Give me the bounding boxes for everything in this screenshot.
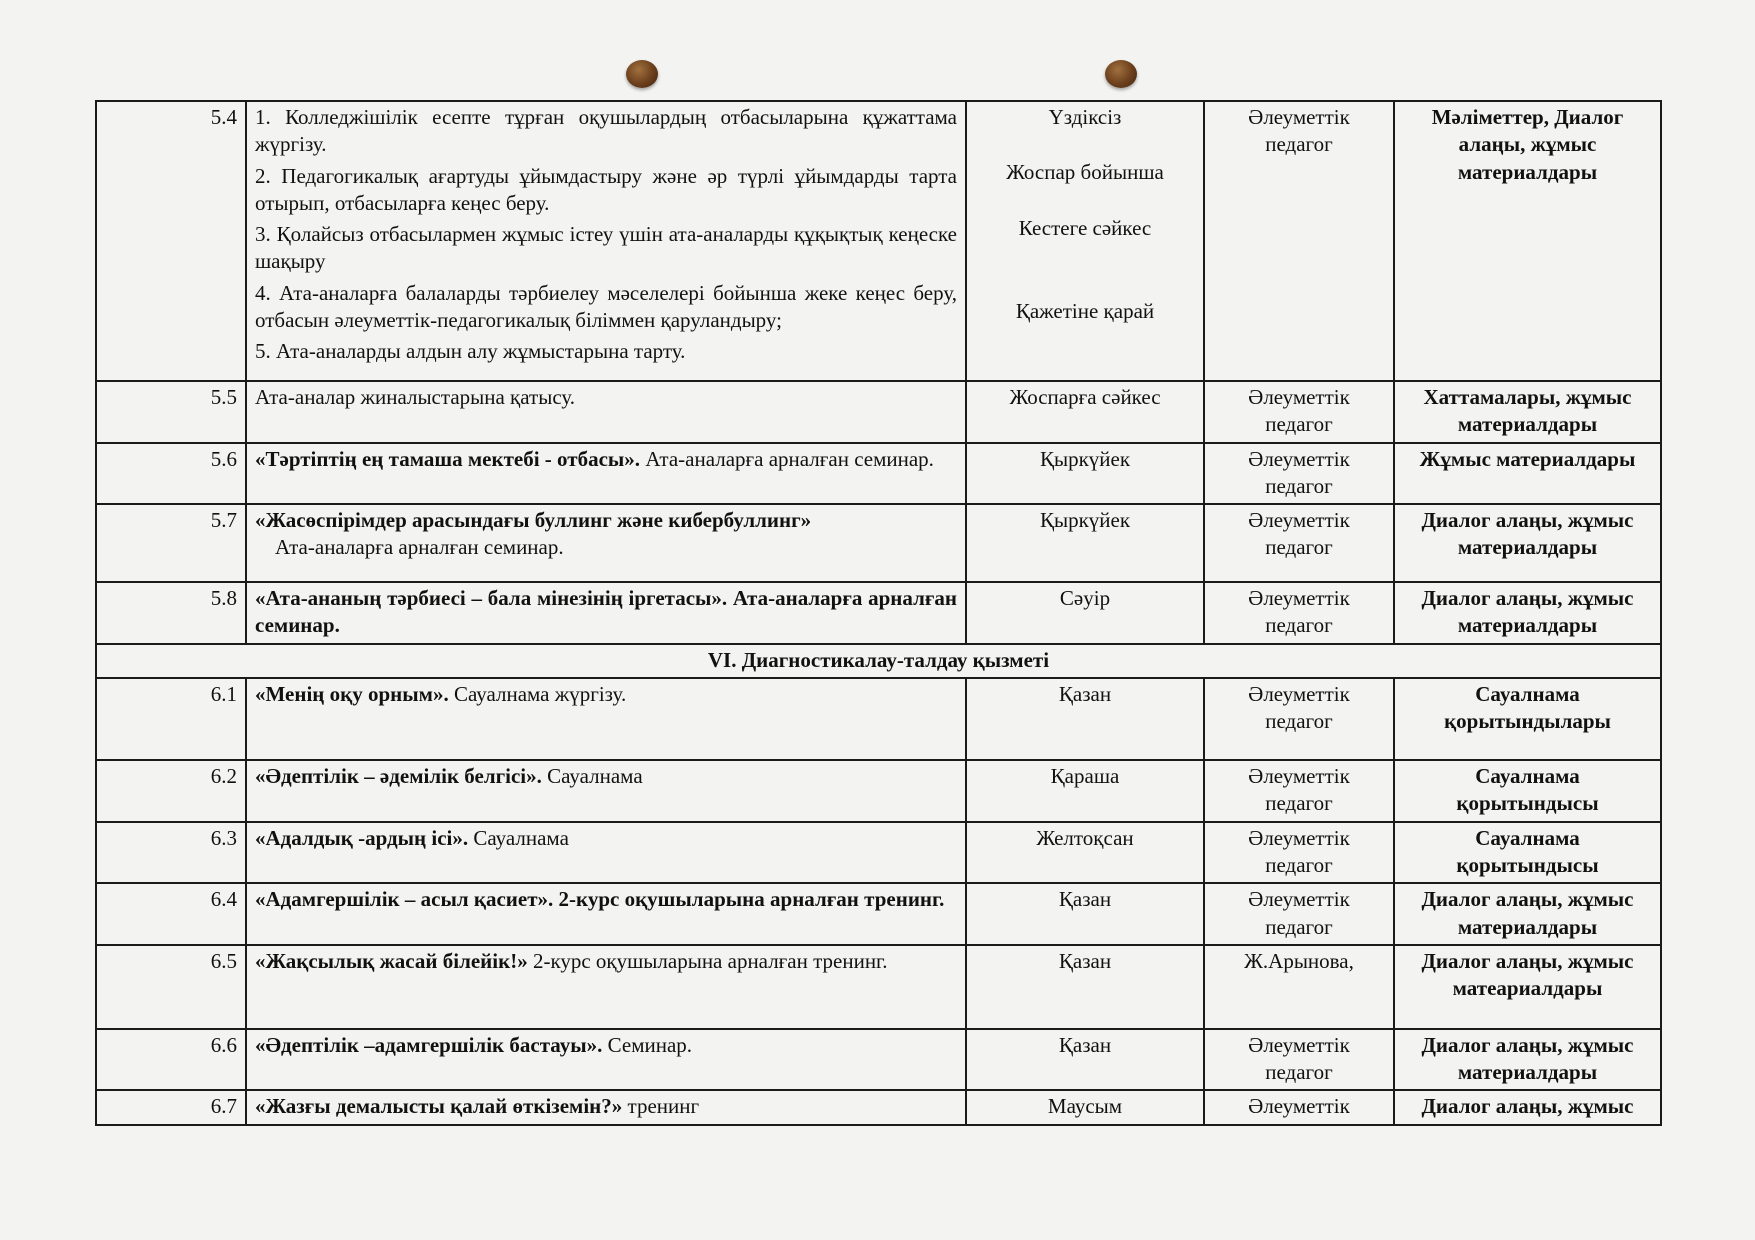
activity-text: Сауалнама <box>547 764 643 789</box>
result-cell: Сауалнама қорытындылары <box>1394 678 1661 760</box>
activity-cell <box>246 1029 966 1091</box>
table-row <box>96 760 1661 822</box>
activity-title: «Жақсылық жасай білейік!» <box>255 948 528 973</box>
activity-item: 2. Педагогикалық ағартуды ұйымдастыру және әр түрлі ұйымдарды тарта отырып, отбасыларға кеңес беру. <box>255 163 957 215</box>
activity-cell <box>246 504 966 582</box>
table-row <box>96 945 1661 1029</box>
activity-title: «Адамгершілік – асыл қасиет». 2-курс оқушыларына арналған тренинг. <box>255 887 945 912</box>
activity-text: Ата-аналарға арналған семинар. <box>275 535 564 560</box>
activity-title: «Ата-ананың тәрбиесі – бала мінезінің іргетасы». Ата-аналарға арналған семинар. <box>255 586 957 638</box>
activity-item: 5. Ата-аналарды алдын алу жұмыстарына тарту. <box>255 339 686 364</box>
result-cell: Сауалнама қорытындысы <box>1394 760 1661 822</box>
activity-cell <box>246 822 966 884</box>
work-plan-table <box>95 100 1662 1126</box>
responsible-cell: Әлеуметтік педагог <box>1204 101 1394 381</box>
activity-title: «Адалдық -ардың ісі». <box>255 825 469 850</box>
date-cell: Маусым <box>966 1090 1204 1124</box>
responsible-cell: Әлеуметтік <box>1204 1090 1394 1124</box>
date-cell: Қыркүйек <box>966 504 1204 582</box>
activity-cell <box>246 1090 966 1124</box>
activity-item: 1. Колледжішілік есепте тұрған оқушылардың отбасыларына құжаттама жүргізу. <box>255 105 957 157</box>
row-number: 6.1 <box>96 678 246 760</box>
table-row <box>96 504 1661 582</box>
table-row <box>96 443 1661 505</box>
date-cell: Қазан <box>966 678 1204 760</box>
responsible-cell: Әлеуметтік педагог <box>1204 883 1394 945</box>
activity-cell <box>246 381 966 443</box>
activity-title: «Жасөспірімдер арасындағы буллинг және кибербуллинг» <box>255 508 812 533</box>
section-row <box>96 644 1661 678</box>
responsible-cell: Әлеуметтік педагог <box>1204 822 1394 884</box>
row-number: 5.7 <box>96 504 246 582</box>
responsible-cell: Әлеуметтік педагог <box>1204 504 1394 582</box>
table-row <box>96 822 1661 884</box>
activity-text: Сауалнама жүргізу. <box>453 682 627 707</box>
row-number: 5.8 <box>96 582 246 644</box>
table-row <box>96 1029 1661 1091</box>
date-cell: Қазан <box>966 1029 1204 1091</box>
result-cell: Диалог алаңы, жұмыс матеариалдары <box>1394 945 1661 1029</box>
activity-cell <box>246 582 966 644</box>
result-cell: Диалог алаңы, жұмыс материалдары <box>1394 883 1661 945</box>
section-heading: VI. Диагностикалау-талдау қызметі <box>96 644 1661 678</box>
table-row <box>96 678 1661 760</box>
result-cell: Диалог алаңы, жұмыс материалдары <box>1394 582 1661 644</box>
table-row <box>96 1090 1661 1124</box>
date-cell: Қазан <box>966 883 1204 945</box>
result-cell: Жұмыс материалдары <box>1394 443 1661 505</box>
date-item: Жоспар бойынша <box>1006 160 1164 185</box>
responsible-cell: Әлеуметтік педагог <box>1204 1029 1394 1091</box>
table-row <box>96 883 1661 945</box>
activity-title: «Жазғы демалысты қалай өткіземін?» <box>255 1094 623 1119</box>
responsible-cell: Әлеуметтік педагог <box>1204 381 1394 443</box>
result-cell: Диалог алаңы, жұмыс материалдары <box>1394 504 1661 582</box>
activity-cell <box>246 883 966 945</box>
activity-cell <box>246 678 966 760</box>
responsible-cell: Ж.Арынова, <box>1204 945 1394 1029</box>
row-number: 5.6 <box>96 443 246 505</box>
activity-text: Ата-аналар жиналыстарына қатысу. <box>255 385 576 409</box>
row-number: 6.7 <box>96 1090 246 1124</box>
pushpin-icon <box>626 60 658 88</box>
activity-item: 4. Ата-аналарға балаларды тәрбиелеу мәселелері бойынша жеке кеңес беру, отбасын әлеуметтік-педагогикалық біліммен қаруландыру; <box>255 280 957 333</box>
row-number: 6.6 <box>96 1029 246 1091</box>
activity-cell <box>246 101 966 381</box>
table-row <box>96 381 1661 443</box>
activity-text: тренинг <box>627 1094 700 1119</box>
row-number: 5.5 <box>96 381 246 443</box>
activity-title: «Әдептілік – әдемілік белгісі». <box>255 764 542 789</box>
result-cell: Мәліметтер, Диалог алаңы, жұмыс материалдары <box>1394 101 1661 381</box>
result-cell: Диалог алаңы, жұмыс <box>1394 1090 1661 1124</box>
row-number: 6.2 <box>96 760 246 822</box>
date-cell: Сәуір <box>966 582 1204 644</box>
activity-text: Семинар. <box>607 1032 693 1057</box>
activity-title: «Тәртіптің ең тамаша мектебі - отбасы». <box>255 446 641 471</box>
activity-title: «Әдептілік –адамгершілік бастауы». <box>255 1032 603 1057</box>
responsible-cell: Әлеуметтік педагог <box>1204 582 1394 644</box>
result-cell: Диалог алаңы, жұмыс материалдары <box>1394 1029 1661 1091</box>
activity-cell <box>246 443 966 505</box>
row-number: 6.5 <box>96 945 246 1029</box>
responsible-cell: Әлеуметтік педагог <box>1204 443 1394 505</box>
date-item: Кестеге сәйкес <box>1018 215 1152 240</box>
date-cell: Желтоқсан <box>966 822 1204 884</box>
activity-title: «Менің оқу орным». <box>255 682 449 707</box>
activity-text: 2-курс оқушыларына арналған тренинг. <box>532 948 888 973</box>
date-cell: Қараша <box>966 760 1204 822</box>
row-number: 6.4 <box>96 883 246 945</box>
date-cell: Қазан <box>966 945 1204 1029</box>
pushpin-icon <box>1105 60 1137 88</box>
date-cell: Жоспарға сәйкес <box>966 381 1204 443</box>
row-number: 5.4 <box>96 101 246 381</box>
result-cell: Сауалнама қорытындысы <box>1394 822 1661 884</box>
responsible-cell: Әлеуметтік педагог <box>1204 678 1394 760</box>
table-row <box>96 582 1661 644</box>
activity-item: 3. Қолайсыз отбасылармен жұмыс істеу үшін ата-аналарды құқықтық кеңеске шақыру <box>255 222 957 274</box>
activity-text: Сауалнама <box>473 825 569 850</box>
activity-text: Ата-аналарға арналған семинар. <box>645 446 934 471</box>
date-cell <box>966 101 1204 381</box>
date-item: Үздіксіз <box>1048 105 1122 129</box>
result-cell: Хаттамалары, жұмыс материалдары <box>1394 381 1661 443</box>
responsible-cell: Әлеуметтік педагог <box>1204 760 1394 822</box>
date-cell: Қыркүйек <box>966 443 1204 505</box>
activity-cell <box>246 945 966 1029</box>
row-number: 6.3 <box>96 822 246 884</box>
date-item: Қажетіне қарай <box>1015 298 1155 323</box>
table-row <box>96 101 1661 381</box>
activity-cell <box>246 760 966 822</box>
